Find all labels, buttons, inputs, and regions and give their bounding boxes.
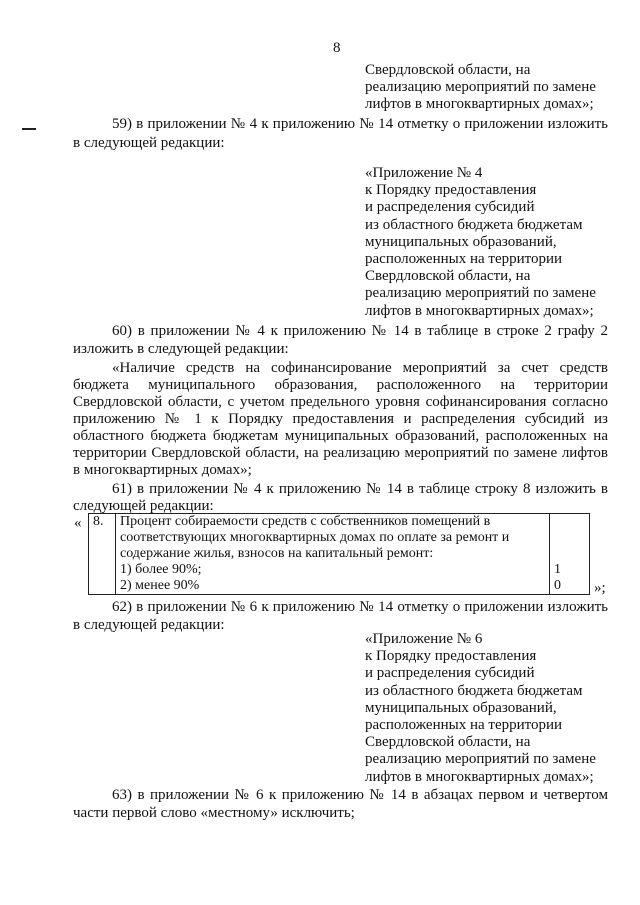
value-line: [554, 546, 585, 562]
text-line: «Наличие средств на софинансирование мероприятий за счет средств: [112, 360, 608, 376]
value-line: [554, 530, 585, 546]
value-line: 0: [554, 578, 561, 593]
appendix-note-tail: [365, 62, 596, 114]
text-line: содержание жилья, взносов на капитальный ремонт:: [120, 546, 434, 561]
text-line: муниципальных образований,: [365, 233, 557, 250]
paragraph-62-line1: 62) в приложении № 6 к приложению № 14 отметку о приложении изложить: [112, 599, 608, 615]
text-line: в многоквартирных домах»;: [73, 462, 252, 478]
text-line: расположенных на территории: [365, 251, 563, 268]
open-quote: «: [74, 515, 82, 531]
close-quote: »;: [594, 580, 606, 596]
paragraph-61-line1: 61) в приложении № 4 к приложению № 14 в таблице строку 8 изложить в: [112, 481, 608, 497]
text-line: областного бюджета бюджетам муниципальных образований, расположенных на: [73, 428, 608, 444]
paragraph-62-line2: в следующей редакции:: [73, 617, 225, 633]
text-line: бюджета муниципального образования, расположенного на территории: [73, 377, 608, 393]
text-line: «Приложение № 4: [365, 165, 483, 181]
text-line: реализацию мероприятий по замене: [365, 751, 596, 768]
page-number: 8: [333, 40, 341, 56]
paragraph-60-line1: 60) в приложении № 4 к приложению № 14 в таблице в строке 2 графу 2: [112, 323, 608, 339]
text-line: лифтов в многоквартирных домах»;: [365, 302, 594, 319]
text-line: к Порядку предоставления: [365, 648, 537, 665]
paragraph-63-line2: части первой слово «местному» исключить;: [73, 805, 355, 821]
text-line: Свердловской области, на: [365, 62, 531, 78]
row-number: 8.: [93, 514, 104, 529]
row-number-cell: [89, 514, 116, 595]
text-line: 1) более 90%;: [120, 562, 202, 577]
text-line: лифтов в многоквартирных домах»;: [365, 768, 594, 785]
text-line: из областного бюджета бюджетам: [365, 682, 583, 699]
text-line: реализацию мероприятий по замене: [365, 285, 596, 302]
text-line: соответствующих многоквартирных домах по оплате за ремонт и: [120, 530, 510, 545]
paragraph-63-line1: 63) в приложении № 6 к приложению № 14 в абзацах первом и четвертом: [112, 787, 608, 803]
text-line: к Порядку предоставления: [365, 182, 537, 199]
text-line: «Приложение № 6: [365, 631, 483, 647]
text-line: 2) менее 90%: [120, 578, 200, 593]
paragraph-59-line2: в следующей редакции:: [73, 135, 225, 151]
text-line: расположенных на территории: [365, 717, 563, 734]
text-line: Свердловской области, на: [365, 268, 531, 285]
value-line: [554, 514, 585, 530]
text-line: Свердловской области, на: [365, 734, 531, 751]
text-line: из областного бюджета бюджетам: [365, 216, 583, 233]
text-line: и распределения субсидий: [365, 665, 535, 682]
appendix-6-note: [365, 631, 596, 786]
appendix-4-note: [365, 165, 596, 320]
text-line: приложению № 1 к Порядку предоставления и распределения субсидий из: [73, 411, 608, 427]
text-line: лифтов в многоквартирных домах»;: [365, 96, 594, 113]
text-line: муниципальных образований,: [365, 699, 557, 716]
value-cell: [550, 514, 590, 595]
paragraph-59-line1: 59) в приложении № 4 к приложению № 14 отметку о приложении изложить: [112, 116, 608, 132]
quote-60: [73, 360, 608, 479]
value-line: 1: [554, 562, 561, 577]
margin-mark: [22, 128, 36, 130]
paragraph-61-line2: следующей редакции:: [73, 498, 214, 514]
text-line: Свердловской области, с учетом предельного уровня софинансирования согласно: [73, 394, 608, 410]
text-line: Процент собираемости средств с собственников помещений в: [120, 514, 491, 529]
paragraph-60-line2: изложить в следующей редакции:: [73, 341, 289, 357]
text-line: реализацию мероприятий по замене: [365, 79, 596, 96]
text-line: территории Свердловской области, на реализацию мероприятий по замене лифтов: [73, 445, 608, 461]
row-8-table: [88, 513, 590, 595]
text-line: и распределения субсидий: [365, 199, 535, 216]
description-cell: [116, 514, 550, 595]
